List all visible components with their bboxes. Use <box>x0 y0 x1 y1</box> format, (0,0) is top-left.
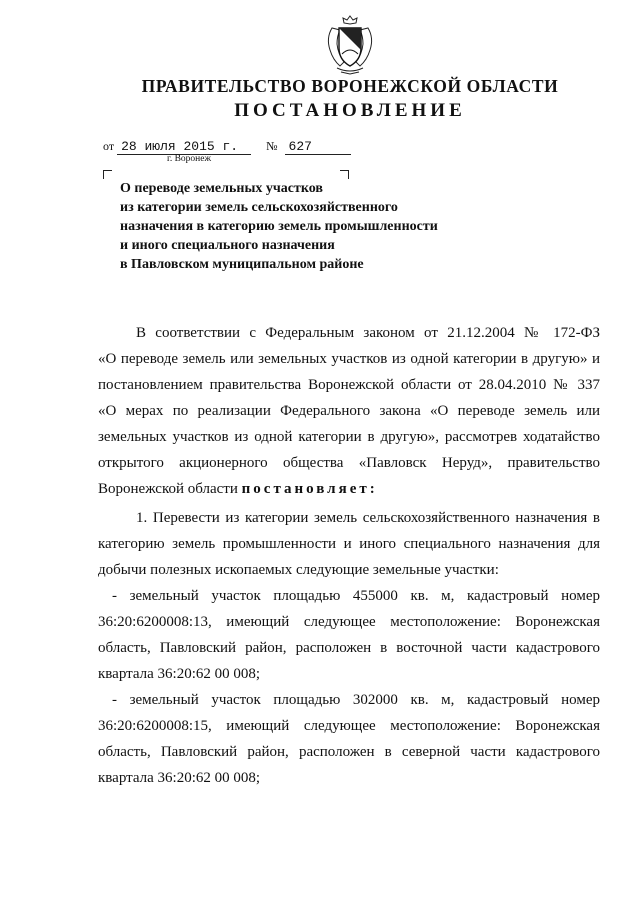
subject-line: в Павловском муниципальном районе <box>120 257 364 272</box>
preamble-line: В соответствии с Федеральным законом от 21.12.2004 № 172-ФЗ <box>136 325 600 341</box>
plot1-line: 36:20:6200008:13, имеющий следующее местоположение: Воронежская <box>98 614 600 630</box>
date-number-row <box>103 139 351 155</box>
subject-line: назначения в категорию земель промышленности <box>120 219 438 234</box>
organization-title: ПРАВИТЕЛЬСТВО ВОРОНЕЖСКОЙ ОБЛАСТИ <box>141 76 559 96</box>
subject-bracket-right <box>340 170 349 179</box>
item1-line: категорию земель промышленности и иного специального назначения для <box>98 536 600 552</box>
item1-line: 1. Перевести из категории земель сельскохозяйственного назначения в <box>136 510 600 526</box>
plot1-last-line: квартала 36:20:62 00 008; <box>98 666 261 682</box>
coat-of-arms-emblem <box>323 14 377 76</box>
preamble-line: «О мерах по реализации Федерального закона «О переводе земель или <box>98 403 600 419</box>
document-type-title: ПОСТАНОВЛЕНИЕ <box>234 100 466 121</box>
preamble-line: земельных участков из одной категории в другую», рассмотрев ходатайство <box>98 429 600 445</box>
preamble-last-text: Воронежской области <box>98 481 238 497</box>
item1-last-line: добычи полезных ископаемых следующие земельные участки: <box>98 562 499 578</box>
subject-bracket-left <box>103 170 112 179</box>
subject-line: и иного специального назначения <box>120 238 335 253</box>
preamble-line: открытого акционерного общества «Павловск Неруд», правительство <box>98 455 600 471</box>
document-number: 627 <box>285 139 351 155</box>
plot1-line: область, Павловский район, расположен в восточной части кадастрового <box>98 640 600 656</box>
plot1-line: - земельный участок площадью 455000 кв. м, кадастровый номер <box>112 588 600 604</box>
city-label: г. Воронеж <box>167 154 212 164</box>
subject-line: из категории земель сельскохозяйственного <box>120 200 398 215</box>
plot2-line: - земельный участок площадью 302000 кв. м, кадастровый номер <box>112 692 600 708</box>
plot2-last-line: квартала 36:20:62 00 008; <box>98 770 261 786</box>
document-date: 28 июля 2015 г. <box>117 139 251 155</box>
plot2-line: область, Павловский район, расположен в северной части кадастрового <box>98 744 600 760</box>
date-prefix: от <box>103 139 115 153</box>
subject-line: О переводе земельных участков <box>120 181 323 196</box>
preamble-line: «О переводе земель или земельных участков из одной категории в другую» и <box>98 351 600 367</box>
preamble-line: постановлением правительства Воронежской области от 28.04.2010 № 337 <box>98 377 600 393</box>
preamble-last-line <box>98 476 378 502</box>
plot2-line: 36:20:6200008:15, имеющий следующее местоположение: Воронежская <box>98 718 600 734</box>
document-subject <box>120 179 500 274</box>
resolves-word: постановляет: <box>241 481 378 497</box>
number-label: № <box>266 139 278 153</box>
